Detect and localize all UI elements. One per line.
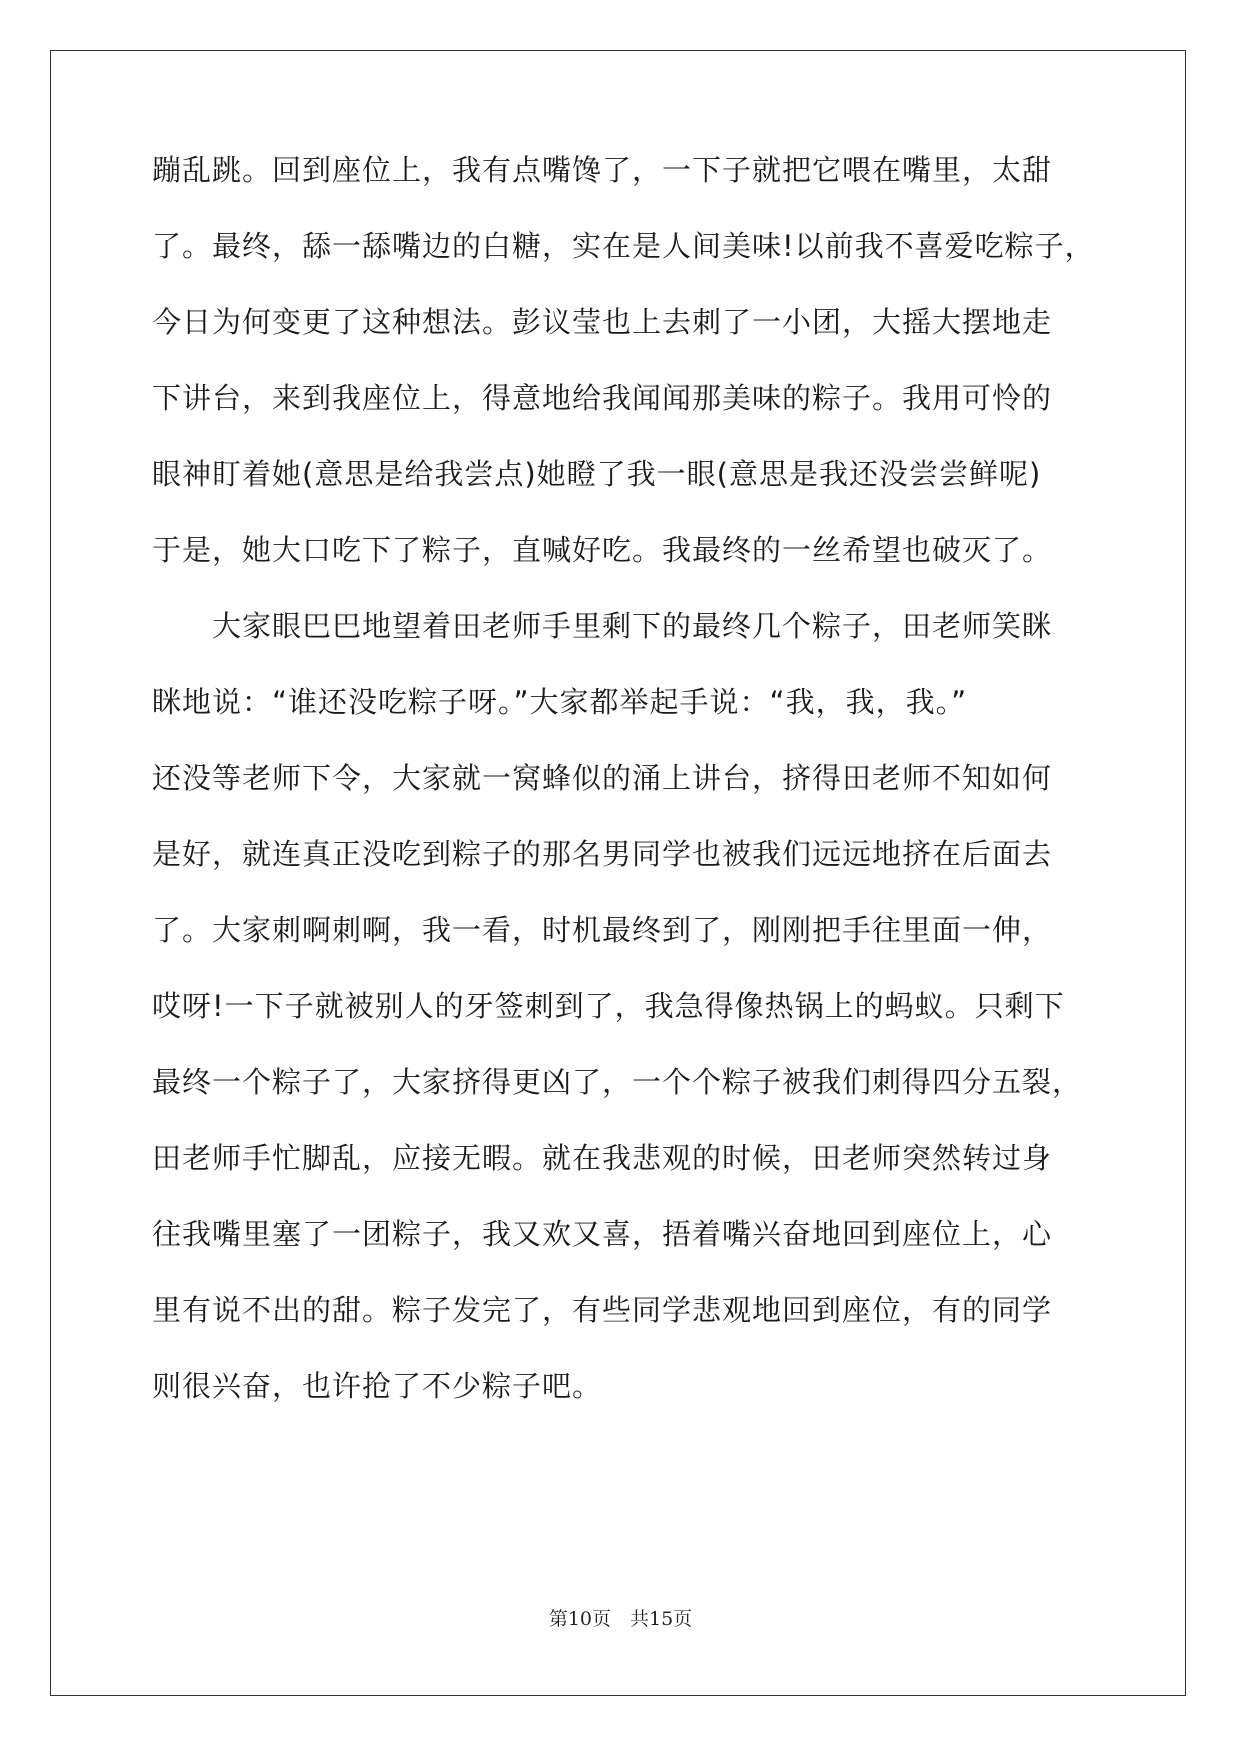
text-line: 田老师手忙脚乱，应接无暇。就在我悲观的时候，田老师突然转过身 xyxy=(152,1141,1053,1175)
text-line: 还没等老师下令，大家就一窝蜂似的涌上讲台，挤得田老师不知如何 xyxy=(152,761,1053,795)
text-line: 了。大家刺啊刺啊，我一看，时机最终到了，刚刚把手往里面一伸， xyxy=(152,913,1053,947)
text-line: 大家眼巴巴地望着田老师手里剩下的最终几个粽子，田老师笑眯 xyxy=(152,609,1053,643)
text-line: 则很兴奋，也许抢了不少粽子吧。 xyxy=(152,1369,603,1403)
page-number-footer: 第10页 共15页 xyxy=(548,1608,693,1630)
text-line: 蹦乱跳。回到座位上，我有点嘴馋了，一下子就把它喂在嘴里，太甜 xyxy=(152,153,1053,187)
text-line: 眼神盯着她(意思是给我尝点)她瞪了我一眼(意思是我还没尝尝鲜呢) xyxy=(152,457,1042,491)
text-line: 最终一个粽子了，大家挤得更凶了，一个个粽子被我们刺得四分五裂， xyxy=(152,1065,1083,1099)
text-line: 里有说不出的甜。粽子发完了，有些同学悲观地回到座位，有的同学 xyxy=(152,1293,1053,1327)
text-line: 眯地说：“谁还没吃粽子呀。”大家都举起手说：“我，我，我。” xyxy=(152,685,968,719)
text-line: 了。最终，舔一舔嘴边的白糖，实在是人间美味!以前我不喜爱吃粽子， xyxy=(152,229,1095,263)
text-line: 是好，就连真正没吃到粽子的那名男同学也被我们远远地挤在后面去 xyxy=(152,837,1053,871)
text-line: 哎呀!一下子就被别人的牙签刺到了，我急得像热锅上的蚂蚁。只剩下 xyxy=(152,989,1065,1023)
text-line: 往我嘴里塞了一团粽子，我又欢又喜，捂着嘴兴奋地回到座位上，心 xyxy=(152,1217,1053,1251)
text-line: 下讲台，来到我座位上，得意地给我闻闻那美味的粽子。我用可怜的 xyxy=(152,381,1053,415)
text-line: 于是，她大口吃下了粽子，直喊好吃。我最终的一丝希望也破灭了。 xyxy=(152,533,1053,567)
text-line: 今日为何变更了这种想法。彭议莹也上去刺了一小团，大摇大摆地走 xyxy=(152,305,1053,339)
